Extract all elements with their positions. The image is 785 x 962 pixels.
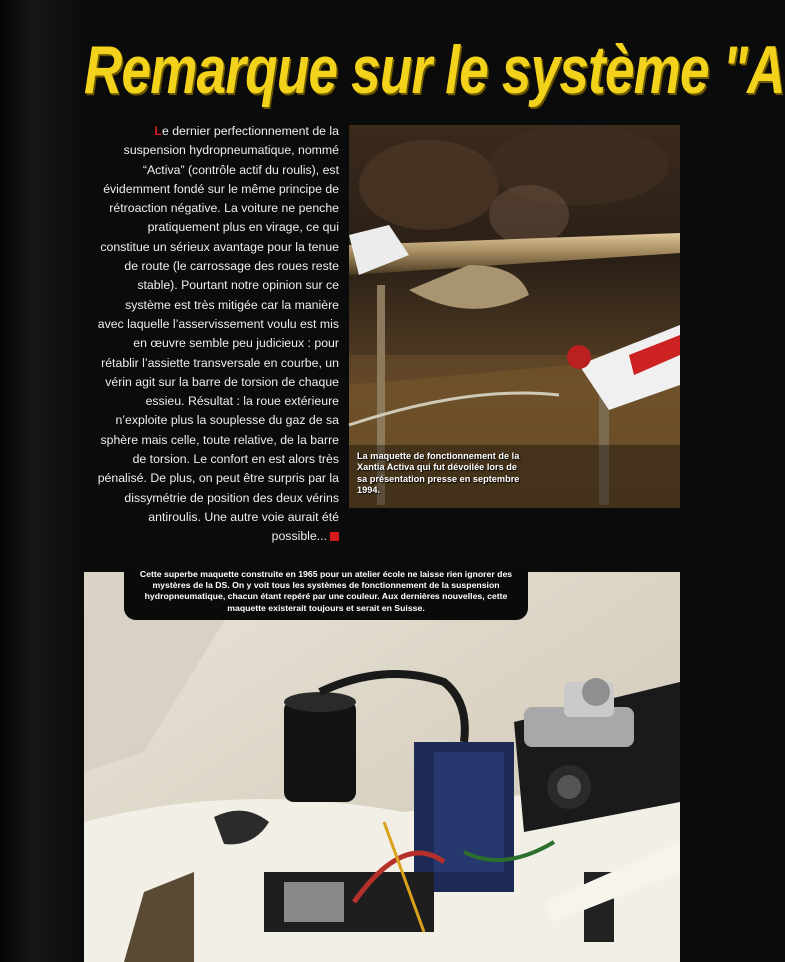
ds-model-photo: [84, 572, 680, 962]
page-gutter: [0, 0, 80, 962]
caption-bottom: Cette superbe maquette construite en 1965 pour un atelier école ne laisse rien ignorer des mystères de la DS. On y voit tous les systèmes de fonctionnement de la suspension hydropneumatique, chacun étant repéré par une couleur. Aux dernières nouvelles, cette maquette existerait toujours et serait en Suisse.: [124, 566, 528, 620]
caption-top: La maquette de fonctionnement de la Xantia Activa qui fut dévoilée lors de sa présentation presse en septembre 1994.: [357, 451, 520, 496]
article-paragraph: [96, 122, 339, 547]
headline: Remarque sur le système "A: [84, 32, 785, 108]
end-mark-icon: [330, 532, 339, 541]
article-text: e dernier perfectionnement de la suspension hydropneumatique, nommé “Activa” (contrôle actif du roulis), est évidemment fondé sur le même principe de rétroaction négative. La voiture ne penche pratiquement plus en virage, ce qui constitue un sérieux avantage pour la tenue de route (le carrossage des roues reste stable). Pourtant notre opinion sur ce système est très mitigée car la manière avec laquelle l’asservissement voulu est mis en œuvre semble peu judicieux : pour rétablir l’assiette transversale en courbe, un vérin agit sur la barre de torsion de chaque essieu. Résultat : la roue extérieure n’exploite plus la souplesse du gaz de sa sphère mais celle, toute relative, de la barre de torsion. Le confort en est alors très pénalisé. De plus, on peut être surpris par la dissymétrie de position des deux vérins antiroulis. Une autre voie aurait été possible...: [97, 124, 339, 544]
article-body: [96, 122, 339, 547]
headline-container: [84, 20, 785, 120]
drop-cap: L: [154, 124, 162, 138]
